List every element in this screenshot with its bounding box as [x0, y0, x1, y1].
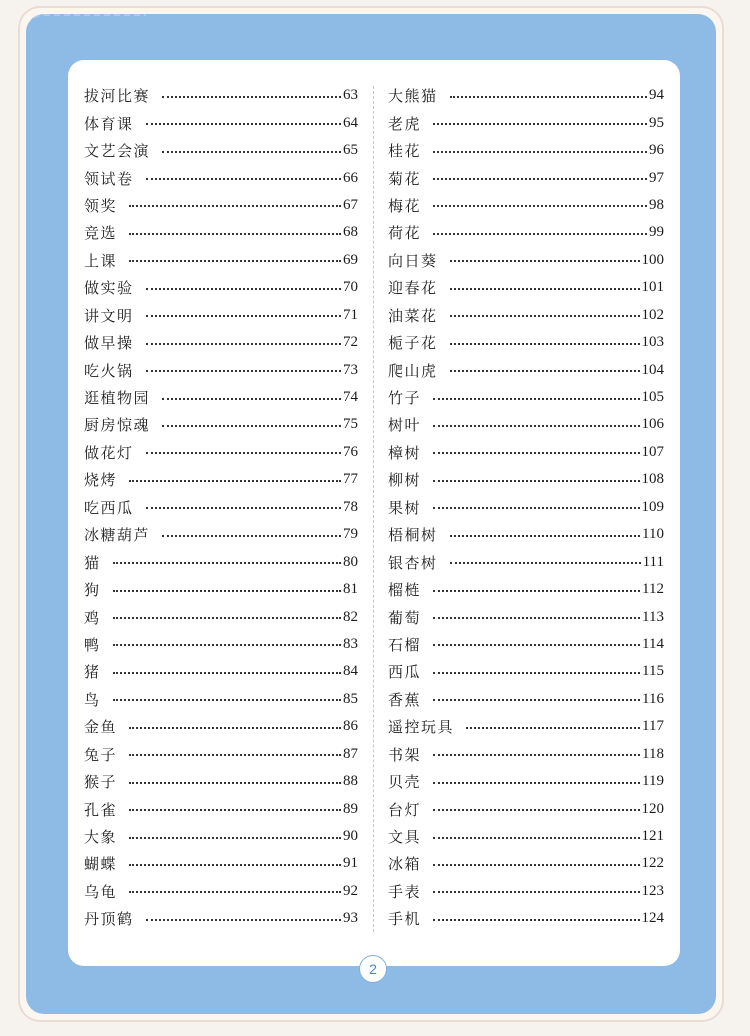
dot-leader — [146, 343, 341, 345]
toc-entry-title: 栀子花 — [388, 334, 438, 353]
toc-entry[interactable] — [84, 494, 358, 521]
toc-entry[interactable] — [84, 741, 358, 768]
toc-entry-title: 金鱼 — [84, 718, 118, 737]
toc-entry-title: 菊花 — [388, 169, 422, 188]
toc-entry-title: 狗 — [84, 581, 101, 600]
toc-entry-title: 丹顶鹤 — [84, 910, 134, 929]
toc-entry-title: 台灯 — [388, 800, 422, 819]
dot-leader — [433, 672, 640, 674]
dot-leader — [129, 809, 341, 811]
toc-entry[interactable] — [388, 658, 664, 685]
toc-entry-title: 做实验 — [84, 279, 134, 298]
toc-entry-title: 领奖 — [84, 196, 118, 215]
dot-leader — [433, 452, 639, 454]
toc-entry-title: 领试卷 — [84, 169, 134, 188]
toc-entry-title: 柳树 — [388, 471, 422, 490]
dot-leader — [450, 96, 647, 98]
toc-entry[interactable] — [84, 384, 358, 411]
dot-leader — [162, 96, 341, 98]
dot-leader — [129, 727, 341, 729]
toc-entry-page: 108 — [641, 471, 664, 488]
toc-entry-title: 鸭 — [84, 635, 101, 654]
dot-leader — [146, 178, 341, 180]
toc-entry[interactable] — [84, 686, 358, 713]
toc-entry-page: 95 — [649, 114, 664, 131]
toc-entry[interactable] — [84, 302, 358, 329]
dot-leader — [450, 343, 640, 345]
toc-entry[interactable] — [84, 82, 358, 109]
toc-entry-title: 书架 — [388, 745, 422, 764]
toc-entry-page: 88 — [343, 773, 358, 790]
toc-entry-title: 体育课 — [84, 114, 134, 133]
toc-entry[interactable] — [84, 439, 358, 466]
toc-entry[interactable] — [84, 878, 358, 905]
toc-entry-page: 112 — [642, 581, 664, 598]
toc-entry-title: 孔雀 — [84, 800, 118, 819]
toc-entry[interactable] — [84, 356, 358, 383]
toc-entry-title: 大熊猫 — [388, 87, 438, 106]
toc-entry-page: 87 — [343, 745, 358, 762]
toc-entry[interactable] — [84, 521, 358, 548]
toc-entry-page: 65 — [343, 142, 358, 159]
dot-leader — [433, 644, 640, 646]
toc-entry-title: 猫 — [84, 553, 101, 572]
toc-entry-page: 82 — [343, 608, 358, 625]
toc-entry-page: 64 — [343, 114, 358, 131]
dot-leader — [146, 288, 341, 290]
toc-entry-title: 做早操 — [84, 334, 134, 353]
toc-entry[interactable] — [84, 274, 358, 301]
toc-entry-title: 厨房惊魂 — [84, 416, 151, 435]
toc-entry[interactable] — [84, 137, 358, 164]
toc-entry[interactable] — [388, 329, 664, 356]
toc-entry-title: 向日葵 — [388, 251, 438, 270]
dot-leader — [162, 151, 341, 153]
toc-entry[interactable] — [84, 329, 358, 356]
toc-entry-title: 西瓜 — [388, 663, 422, 682]
toc-entry[interactable] — [388, 548, 664, 575]
toc-entry-page: 72 — [343, 334, 358, 351]
toc-entry-title: 银杏树 — [388, 553, 438, 572]
toc-entry-page: 85 — [343, 690, 358, 707]
toc-entry-page: 106 — [641, 416, 664, 433]
toc-entry[interactable] — [388, 109, 664, 136]
toc-entry-page: 115 — [642, 663, 664, 680]
toc-entry-title: 大象 — [84, 828, 118, 847]
toc-entry[interactable] — [388, 411, 664, 438]
toc-entry[interactable] — [388, 905, 664, 932]
toc-entry[interactable] — [84, 850, 358, 877]
toc-entry-title: 做花灯 — [84, 443, 134, 462]
toc-entry-page: 79 — [343, 526, 358, 543]
toc-entry-page: 121 — [641, 828, 664, 845]
toc-entry-page: 92 — [343, 882, 358, 899]
toc-entry[interactable] — [388, 192, 664, 219]
toc-entry-title: 乌龟 — [84, 882, 118, 901]
toc-entry-title: 鸟 — [84, 690, 101, 709]
dot-leader — [129, 864, 341, 866]
toc-entry[interactable] — [388, 82, 664, 109]
toc-entry-page: 114 — [642, 635, 664, 652]
toc-entry-title: 文艺会演 — [84, 142, 151, 161]
dot-leader — [433, 754, 640, 756]
dot-leader — [113, 644, 341, 646]
dot-leader — [129, 260, 341, 262]
toc-entry[interactable] — [388, 439, 664, 466]
dot-leader — [433, 809, 639, 811]
dot-leader — [450, 315, 640, 317]
toc-entry-page: 86 — [343, 718, 358, 735]
toc-entry-title: 荷花 — [388, 224, 422, 243]
dot-leader — [433, 837, 639, 839]
toc-entry[interactable] — [388, 274, 664, 301]
toc-entry-page: 113 — [642, 608, 664, 625]
toc-entry[interactable] — [84, 466, 358, 493]
dot-leader — [113, 672, 341, 674]
toc-entry[interactable] — [388, 603, 664, 630]
dot-leader — [433, 233, 647, 235]
toc-entry-title: 桂花 — [388, 142, 422, 161]
toc-entry-title: 手机 — [388, 910, 422, 929]
toc-entry-page: 77 — [343, 471, 358, 488]
page-number: 2 — [369, 961, 377, 977]
toc-entry[interactable] — [388, 850, 664, 877]
toc-entry-page: 122 — [641, 855, 664, 872]
toc-entry-page: 78 — [343, 498, 358, 515]
dot-leader — [433, 507, 639, 509]
toc-entry-page: 104 — [641, 361, 664, 378]
dot-leader — [146, 507, 341, 509]
toc-entry[interactable] — [84, 795, 358, 822]
toc-entry[interactable] — [388, 768, 664, 795]
toc-entry-title: 吃火锅 — [84, 361, 134, 380]
toc-entry-page: 74 — [343, 389, 358, 406]
toc-entry[interactable] — [84, 823, 358, 850]
toc-entry-page: 99 — [649, 224, 664, 241]
toc-entry-page: 100 — [641, 251, 664, 268]
toc-entry-title: 兔子 — [84, 745, 118, 764]
dot-leader — [129, 233, 341, 235]
dot-leader — [450, 288, 640, 290]
toc-entry-title: 文具 — [388, 828, 422, 847]
toc-entry-page: 109 — [641, 498, 664, 515]
toc-entry-page: 116 — [642, 690, 664, 707]
dot-leader — [146, 452, 341, 454]
dot-leader — [433, 480, 639, 482]
toc-entry-page: 105 — [641, 389, 664, 406]
toc-entry-page: 96 — [649, 142, 664, 159]
dot-leader — [146, 315, 341, 317]
toc-entry-page: 83 — [343, 635, 358, 652]
toc-entry-page: 118 — [642, 745, 664, 762]
toc-entry-title: 鸡 — [84, 608, 101, 627]
dot-leader — [433, 617, 640, 619]
toc-entry-title: 石榴 — [388, 635, 422, 654]
toc-entry-page: 66 — [343, 169, 358, 186]
toc-entry-title: 老虎 — [388, 114, 422, 133]
toc-entry-page: 101 — [641, 279, 664, 296]
toc-entry[interactable] — [84, 411, 358, 438]
toc-entry-title: 香蕉 — [388, 690, 422, 709]
toc-entry[interactable] — [388, 795, 664, 822]
toc-entry-title: 竞选 — [84, 224, 118, 243]
toc-entry-title: 果树 — [388, 498, 422, 517]
toc-entry-page: 94 — [649, 87, 664, 104]
toc-entry-page: 81 — [343, 581, 358, 598]
toc-entry[interactable] — [388, 219, 664, 246]
toc-entry-page: 93 — [343, 910, 358, 927]
dot-leader — [433, 205, 647, 207]
toc-entry-page: 75 — [343, 416, 358, 433]
dot-leader — [433, 782, 640, 784]
toc-entry[interactable] — [84, 219, 358, 246]
dot-leader — [146, 919, 341, 921]
toc-entry-page: 123 — [641, 882, 664, 899]
toc-entry[interactable] — [388, 741, 664, 768]
toc-entry[interactable] — [388, 878, 664, 905]
toc-entry-page: 71 — [343, 306, 358, 323]
toc-entry-page: 91 — [343, 855, 358, 872]
toc-entry-title: 迎春花 — [388, 279, 438, 298]
toc-entry-title: 蝴蝶 — [84, 855, 118, 874]
toc-entry[interactable] — [84, 164, 358, 191]
toc-entry[interactable] — [84, 713, 358, 740]
dot-leader — [113, 590, 341, 592]
toc-entry[interactable] — [388, 686, 664, 713]
toc-entry[interactable] — [388, 137, 664, 164]
toc-entry[interactable] — [84, 603, 358, 630]
toc-entry-title: 爬山虎 — [388, 361, 438, 380]
toc-entry-page: 90 — [343, 828, 358, 845]
toc-entry-page: 111 — [642, 553, 664, 570]
toc-entry-title: 讲文明 — [84, 306, 134, 325]
toc-entry-page: 67 — [343, 196, 358, 213]
toc-entry-page: 97 — [649, 169, 664, 186]
dot-leader — [113, 562, 341, 564]
toc-entry[interactable] — [84, 109, 358, 136]
toc-entry-page: 89 — [343, 800, 358, 817]
dot-leader — [129, 891, 341, 893]
toc-entry-page: 120 — [641, 800, 664, 817]
toc-column-right — [388, 82, 664, 933]
dot-leader — [129, 205, 341, 207]
toc-entry-page: 110 — [642, 526, 664, 543]
dot-leader — [433, 590, 640, 592]
dot-leader — [433, 178, 647, 180]
toc-entry[interactable] — [84, 768, 358, 795]
toc-entry[interactable] — [388, 302, 664, 329]
dot-leader — [433, 398, 639, 400]
toc-entry-title: 葡萄 — [388, 608, 422, 627]
dot-leader — [162, 425, 341, 427]
dot-leader — [129, 837, 341, 839]
toc-entry-page: 76 — [343, 443, 358, 460]
toc-entry-page: 119 — [642, 773, 664, 790]
toc-entry[interactable] — [84, 247, 358, 274]
toc-entry-title: 吃西瓜 — [84, 498, 134, 517]
toc-entry[interactable] — [388, 247, 664, 274]
dot-leader — [433, 864, 639, 866]
dot-leader — [450, 535, 641, 537]
dot-leader — [433, 151, 647, 153]
toc-entry-page: 117 — [642, 718, 664, 735]
dot-leader — [450, 260, 640, 262]
toc-entry-page: 102 — [641, 306, 664, 323]
toc-entry[interactable] — [84, 548, 358, 575]
dot-leader — [129, 480, 341, 482]
toc-entry-title: 樟树 — [388, 443, 422, 462]
dot-leader — [450, 370, 640, 372]
dot-leader — [433, 123, 647, 125]
toc-entry[interactable] — [388, 164, 664, 191]
toc-entry-title: 树叶 — [388, 416, 422, 435]
dot-leader — [129, 754, 341, 756]
dot-leader — [113, 699, 341, 701]
toc-entry-title: 猴子 — [84, 773, 118, 792]
dot-leader — [146, 123, 341, 125]
toc-entry-page: 73 — [343, 361, 358, 378]
toc-entry-title: 竹子 — [388, 389, 422, 408]
dot-leader — [466, 727, 640, 729]
dot-leader — [450, 562, 641, 564]
toc-entry-title: 上课 — [84, 251, 118, 270]
toc-entry-title: 拔河比赛 — [84, 87, 151, 106]
dot-leader — [433, 891, 639, 893]
toc-entry-page: 70 — [343, 279, 358, 296]
toc-entry-page: 63 — [343, 87, 358, 104]
toc-entry[interactable] — [388, 494, 664, 521]
dot-leader — [162, 398, 341, 400]
toc-entry[interactable] — [388, 713, 664, 740]
toc-entry[interactable] — [84, 905, 358, 932]
toc-entry[interactable] — [388, 576, 664, 603]
toc-entry[interactable] — [388, 466, 664, 493]
toc-entry-page: 84 — [343, 663, 358, 680]
toc-entry-page: 103 — [641, 334, 664, 351]
dot-leader — [113, 617, 341, 619]
toc-entry-title: 榴梿 — [388, 581, 422, 600]
toc-entry-title: 烧烤 — [84, 471, 118, 490]
toc-entry[interactable] — [388, 823, 664, 850]
dot-leader — [146, 370, 341, 372]
dot-leader — [433, 919, 639, 921]
toc-entry[interactable] — [84, 658, 358, 685]
toc-entry-title: 猪 — [84, 663, 101, 682]
dot-leader — [433, 425, 639, 427]
dot-leader — [433, 699, 640, 701]
toc-entry-page: 68 — [343, 224, 358, 241]
column-divider — [373, 86, 374, 932]
toc-entry-title: 油菜花 — [388, 306, 438, 325]
toc-entry-title: 梅花 — [388, 196, 422, 215]
toc-entry-page: 98 — [649, 196, 664, 213]
toc-entry[interactable] — [388, 384, 664, 411]
toc-entry[interactable] — [84, 192, 358, 219]
toc-entry-title: 冰箱 — [388, 855, 422, 874]
toc-entry-title: 逛植物园 — [84, 389, 151, 408]
toc-entry-page: 80 — [343, 553, 358, 570]
dot-leader — [162, 535, 341, 537]
dot-leader — [129, 782, 341, 784]
toc-entry-title: 手表 — [388, 882, 422, 901]
toc-entry[interactable] — [84, 576, 358, 603]
toc-entry[interactable] — [388, 356, 664, 383]
toc-entry[interactable] — [388, 521, 664, 548]
toc-entry[interactable] — [388, 631, 664, 658]
toc-entry-title: 冰糖葫芦 — [84, 526, 151, 545]
page-number-badge — [359, 955, 387, 983]
toc-entry-title: 遥控玩具 — [388, 718, 455, 737]
toc-entry-title: 贝壳 — [388, 773, 422, 792]
toc-entry-page: 124 — [641, 910, 664, 927]
toc-entry-page: 107 — [641, 443, 664, 460]
toc-entry-title: 梧桐树 — [388, 526, 438, 545]
toc-column-left — [84, 82, 358, 933]
toc-entry-page: 69 — [343, 251, 358, 268]
toc-entry[interactable] — [84, 631, 358, 658]
